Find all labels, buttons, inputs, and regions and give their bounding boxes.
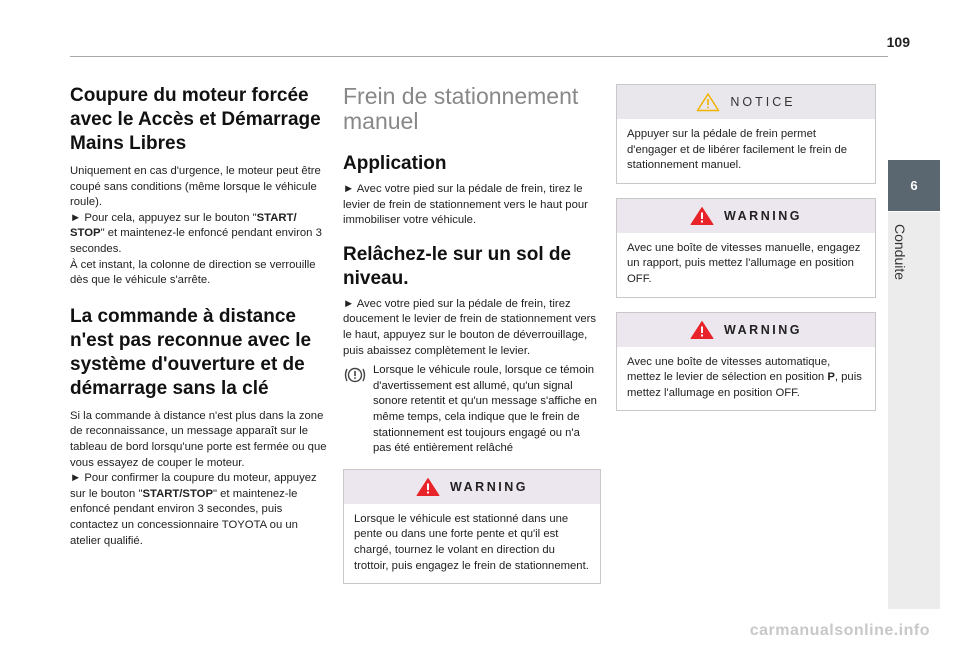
- text-fragment: " et maintenez-le enfoncé pendant environ 3 secondes, puis contactez un concessionnaire TOYOTA ou un atelier qualifié.: [70, 487, 298, 547]
- paragraph-application: ► Avec votre pied sur la pédale de frein, tirez le levier de frein de stationnement vers le haut pour immobiliser votre véhicule.: [343, 183, 588, 227]
- paragraph-instruction: [70, 471, 330, 549]
- parking-brake-warning-lamp-icon: [343, 365, 367, 385]
- warning-lamp-paragraph: [343, 363, 601, 457]
- section-title-forced-stop: Coupure du moteur forcée avec le Accès et Démarrage Mains Libres: [70, 85, 321, 154]
- warning-box-header: [344, 470, 600, 504]
- warning-box-label: WARNING: [450, 479, 528, 494]
- page-title: Frein de stationnement manuel: [343, 83, 579, 134]
- warning-box-header: [617, 199, 875, 233]
- warning-box-label: WARNING: [724, 208, 802, 223]
- column-middle: [343, 84, 601, 598]
- paragraph-instruction: [70, 211, 330, 258]
- warning-lamp-text: Lorsque le véhicule roule, lorsque ce témoin d'avertissement est allumé, qu'un signal sonore retentit et qu'un message s'affiche en même temps, cela indique que le frein de stationnement est toujours engagé ou n'a pas été entièrement relâché: [373, 364, 597, 455]
- warning-triangle-icon: [690, 320, 714, 340]
- warning-triangle-icon: [690, 206, 714, 226]
- paragraph: Uniquement en cas d'urgence, le moteur peut être coupé sans conditions (même lorsque le véhicule roule).: [70, 165, 321, 209]
- chapter-name: [892, 224, 914, 298]
- text-fragment: " et maintenez-le enfoncé pendant environ 3 secondes.: [70, 227, 322, 255]
- section-body-forced-stop: [70, 164, 330, 289]
- warning-box-automatic: [616, 312, 876, 412]
- warning-box: [343, 469, 601, 584]
- section-title-application: Application: [343, 153, 447, 174]
- notice-box: [616, 84, 876, 184]
- start-stop-label: START/ STOP: [70, 211, 297, 240]
- text-fragment: ► Pour confirmer la coupure du moteur, appuyez sur le bouton ": [70, 472, 317, 500]
- warning-box-text: Lorsque le véhicule est stationné dans une pente ou dans une forte pente et qu'il est chargé, tournez le volant en direction du trottoir, puis engagez le frein de stationnement.: [354, 512, 589, 572]
- text-fragment: Avec une boîte de vitesses automatique, mettez le levier de sélection en position: [627, 355, 831, 384]
- notice-box-label: NOTICE: [730, 95, 796, 109]
- chapter-name-label: Conduite: [892, 224, 908, 281]
- start-stop-label: START/STOP: [142, 487, 213, 500]
- paragraph: À cet instant, la colonne de direction se verrouille dès que le véhicule s'arrête.: [70, 258, 316, 287]
- chapter-tab[interactable]: 6: [888, 160, 940, 211]
- notice-box-header: [617, 85, 875, 119]
- notice-triangle-icon: [696, 92, 720, 112]
- gear-position-label: P: [827, 371, 835, 384]
- warning-box-manual: [616, 198, 876, 298]
- page-number: 109: [886, 34, 910, 50]
- text-fragment: ► Pour cela, appuyez sur le bouton ": [70, 211, 257, 224]
- column-left: [70, 84, 330, 559]
- watermark: carmanualsonline.info: [749, 622, 930, 639]
- column-right: [616, 84, 876, 425]
- paragraph: Si la commande à distance n'est plus dans la zone de reconnaissance, un message apparaît sur le tableau de bord lorsqu'une porte est fermée ou que vous essayez de couper le moteur.: [70, 409, 327, 469]
- header-divider: [70, 56, 888, 57]
- warning-box-text: [617, 347, 875, 411]
- warning-box-header: [617, 313, 875, 347]
- warning-triangle-icon: [416, 477, 440, 497]
- section-title-remote-not-recognized: La commande à distance n'est pas reconnue avec le système d'ouverture et de démarrage sans la clé: [70, 305, 312, 399]
- text-fragment: , puis mettez l'allumage en position OFF.: [627, 371, 862, 399]
- section-title-release: Relâchez-le sur un sol de niveau.: [343, 243, 572, 289]
- notice-box-text: Appuyer sur la pédale de frein permet d'engager et de libérer facilement le frein de stationnement manuel.: [627, 128, 848, 172]
- warning-box-label: WARNING: [724, 322, 802, 337]
- paragraph-release: ► Avec votre pied sur la pédale de frein, tirez doucement le levier de frein de stationnement vers le haut, appuyez sur le bouton de déverrouillage, puis abaissez complètement le levier.: [343, 297, 597, 357]
- warning-box-text: Avec une boîte de vitesses manuelle, engagez un rapport, puis mettez l'allumage en position OFF.: [627, 241, 861, 285]
- section-body-remote-not-recognized: [70, 409, 330, 549]
